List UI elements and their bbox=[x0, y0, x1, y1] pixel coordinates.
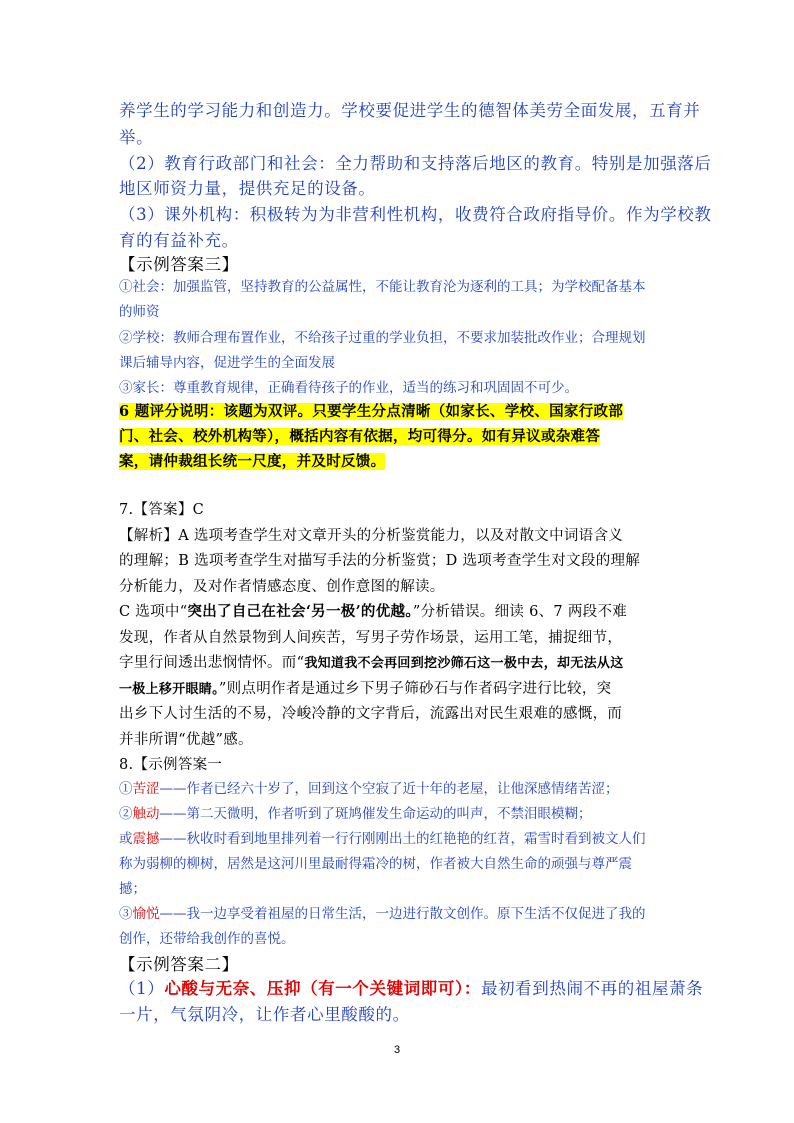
q7-analysis-line: 出乡下人讨生活的不易，冷峻冷静的文字背后，流露出对民生艰难的感慨，而 bbox=[119, 706, 623, 722]
q6-example-line: 课后辅导内容，促进学生的全面发展 bbox=[119, 355, 335, 371]
item-text: ——作者已经六十岁了，回到这个空寂了近十年的老屋，让他深感情绪苦涩； bbox=[159, 781, 619, 797]
grading-note-text: 案，请仲裁组长统一尺度，并及时反馈。 bbox=[119, 453, 386, 470]
q7-analysis-line: 的理解；B 选项考查学生对描写手法的分析鉴赏；D 选项考查学生对文段的理解 bbox=[119, 553, 641, 569]
quoted-text: 我知道我不会再回到挖沙筛石这一极中去，却无法从这 bbox=[304, 656, 624, 671]
q8-example2-line: 一片，气氛阴冷，让作者心里酸酸的。 bbox=[119, 1005, 410, 1024]
q6-example-line: 的师资 bbox=[119, 304, 160, 320]
item-text: ——第二天微明，作者听到了斑鸠催发生命运动的叫声，不禁泪眼模糊； bbox=[159, 806, 592, 822]
q6-example-line: ①社会：加强监管，坚持教育的公益属性，不能让教育沦为逐利的工具；为学校配备基本 bbox=[119, 279, 646, 295]
item-text: ——我一边享受着祖屋的日常生活，一边进行散文创作。原下生活不仅促进了我的 bbox=[159, 906, 646, 922]
example-answer-heading: 【示例答案三】 bbox=[119, 255, 239, 274]
q7-answer: 7.【答案】C bbox=[119, 502, 205, 518]
q7-analysis-line: 【解析】A 选项考查学生对文章开头的分析鉴赏能力，以及对散文中词语含义 bbox=[119, 528, 624, 544]
page-number: 3 bbox=[393, 1044, 401, 1056]
q8-heading: 8.【示例答案一 bbox=[119, 757, 223, 773]
q7-analysis-line bbox=[119, 677, 611, 698]
keyword: 苦涩 bbox=[132, 781, 160, 797]
q6-example-line: ③家长：尊重教育规律，正确看待孩子的作业，适当的练习和巩固固不可少。 bbox=[119, 380, 578, 396]
grading-note bbox=[119, 400, 623, 421]
keyword: 震撼 bbox=[132, 831, 160, 847]
q7-analysis-line bbox=[119, 651, 624, 672]
grading-note bbox=[119, 425, 600, 446]
q8-item-line: 撼； bbox=[119, 881, 146, 897]
example-answer-heading: 【示例答案二】 bbox=[119, 955, 239, 974]
q6-example-line: ②学校：教师合理布置作业，不给孩子过重的学业负担，不要求加装批改作业；合理规划 bbox=[119, 330, 646, 346]
q8-item-line: 创作，还带给我创作的喜悦。 bbox=[119, 931, 295, 947]
text-segment: ”分析错误。细读 6、7 两段不难 bbox=[412, 604, 628, 620]
item-text: 最初看到热闹不再的祖屋萧条 bbox=[480, 979, 704, 998]
q6-line: 养学生的学习能力和创造力。学校要促进学生的德智体美劳全面发展，五育并 bbox=[119, 101, 701, 120]
text-segment: C 选项中“ bbox=[119, 604, 188, 620]
keyword: 触动 bbox=[132, 806, 160, 822]
q8-item bbox=[119, 827, 646, 847]
keyword: 愉悦 bbox=[132, 906, 160, 922]
item-marker: （1） bbox=[119, 979, 165, 998]
q6-line: 育的有益补充。 bbox=[119, 231, 239, 250]
item-marker: ① bbox=[119, 781, 133, 797]
quoted-option-text: 突出了自己在社会‘另一极’的优越。 bbox=[187, 603, 413, 620]
text-segment: ”则点明作者是通过乡下男子筛砂石与作者码字进行比较，突 bbox=[218, 681, 612, 697]
q7-analysis-line: 并非所谓“优越”感。 bbox=[119, 732, 253, 748]
q7-analysis-line: 分析能力，及对作者情感态度、创作意图的解读。 bbox=[119, 579, 445, 595]
grading-note bbox=[119, 450, 385, 471]
item-marker: 或 bbox=[119, 831, 133, 847]
q6-line: 举。 bbox=[119, 128, 154, 147]
grading-note-text: 门、社会、校外机构等），概括内容有依据，均可得分。如有异议或杂难答 bbox=[119, 428, 601, 445]
q6-line: （3）课外机构：积极转为为非营利性机构，收费符合政府指导价。作为学校教 bbox=[119, 205, 712, 224]
q7-analysis-line: 发现，作者从自然景物到人间疾苦，写男子劳作场景，运用工笔，捕捉细节， bbox=[119, 630, 623, 646]
keyword: 心酸与无奈、压抑（有一个关键词即可）： bbox=[164, 979, 481, 998]
item-marker: ③ bbox=[119, 906, 133, 922]
q8-item bbox=[119, 902, 646, 922]
q7-analysis-line bbox=[119, 600, 627, 621]
item-text: ——秋收时看到地里排列着一行行刚刚出土的红艳艳的红苕，霜雪时看到被文人们 bbox=[159, 831, 646, 847]
item-marker: ② bbox=[119, 806, 133, 822]
q6-line: 地区师资力量，提供充足的设备。 bbox=[119, 179, 376, 198]
grading-note-text: 6 题评分说明：该题为双评。只要学生分点清晰（如家长、学校、国家行政部 bbox=[119, 403, 624, 420]
q8-item bbox=[119, 777, 619, 797]
q8-item-line: 称为弱柳的柳树，居然是这河川里最耐得霜冷的树，作者被大自然生命的顽强与尊严震 bbox=[119, 856, 632, 872]
quoted-text: 一极上移开眼睛。 bbox=[119, 682, 219, 697]
q8-item bbox=[119, 802, 592, 822]
text-segment: 字里行间透出悲悯情怀。而“ bbox=[119, 655, 305, 671]
q8-example2-line bbox=[119, 975, 703, 999]
q6-line: （2）教育行政部门和社会：全力帮助和支持落后地区的教育。特别是加强落后 bbox=[119, 154, 712, 173]
